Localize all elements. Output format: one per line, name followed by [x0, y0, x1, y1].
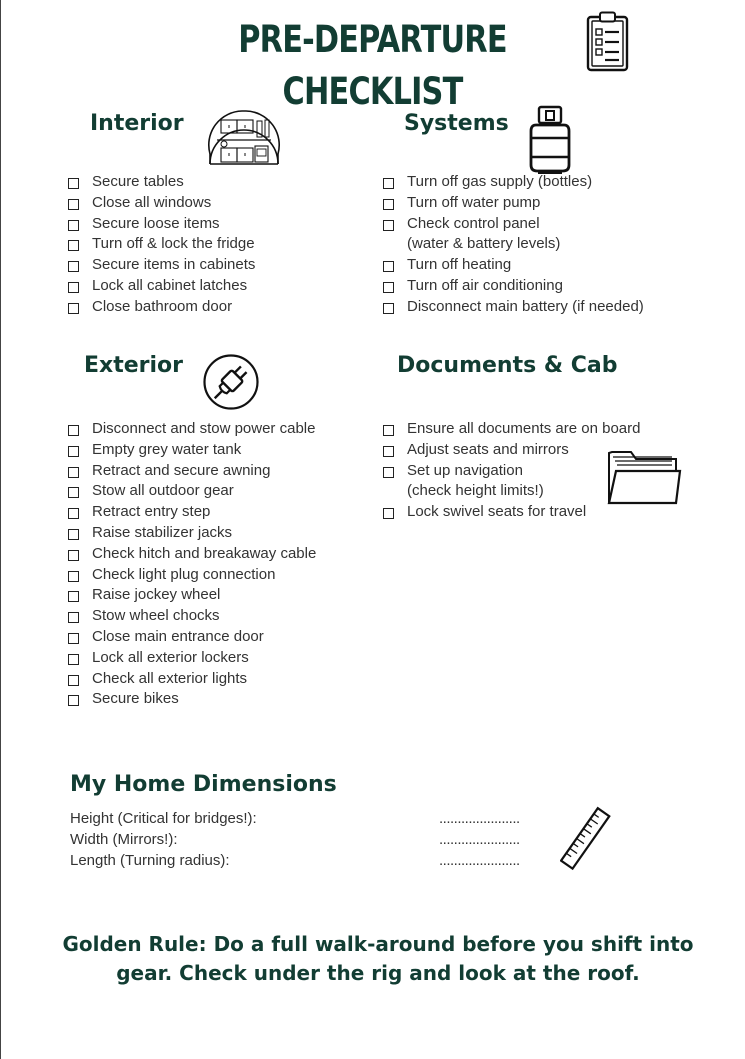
interior-heading: Interior: [90, 111, 184, 136]
kitchen-icon: [207, 108, 281, 168]
dimension-label: Width (Mirrors!):: [70, 831, 178, 848]
checkbox[interactable]: [68, 178, 79, 189]
dimension-value-field[interactable]: ......................: [439, 831, 520, 848]
checklist-item[interactable]: Retract and secure awning: [68, 461, 316, 482]
checklist-item[interactable]: Check hitch and breakaway cable: [68, 544, 316, 565]
checkbox[interactable]: [68, 487, 79, 498]
checkbox[interactable]: [68, 446, 79, 457]
checkbox[interactable]: [68, 467, 79, 478]
checkbox[interactable]: [68, 425, 79, 436]
checkbox[interactable]: [68, 240, 79, 251]
checkbox[interactable]: [68, 571, 79, 582]
ruler-icon: [560, 806, 612, 872]
checkbox[interactable]: [68, 261, 79, 272]
checklist-item[interactable]: Raise stabilizer jacks: [68, 523, 316, 544]
checklist-item[interactable]: Turn off heating: [383, 255, 644, 276]
checkbox[interactable]: [68, 612, 79, 623]
exterior-checklist: [68, 419, 316, 710]
checkbox[interactable]: [68, 199, 79, 210]
checkbox[interactable]: [68, 529, 79, 540]
page-edge-rule: [0, 0, 1, 1059]
checklist-item[interactable]: Disconnect main battery (if needed): [383, 297, 644, 318]
checklist-item[interactable]: Turn off water pump: [383, 193, 644, 214]
systems-heading: Systems: [404, 111, 509, 136]
checklist-item[interactable]: Secure tables: [68, 172, 255, 193]
checklist-item[interactable]: Turn off air conditioning: [383, 276, 644, 297]
checkbox[interactable]: [68, 282, 79, 293]
checkbox[interactable]: [68, 675, 79, 686]
checklist-item[interactable]: Set up navigation (check height limits!): [383, 461, 640, 503]
checklist-item[interactable]: Close main entrance door: [68, 627, 316, 648]
dimension-label: Length (Turning radius):: [70, 852, 230, 869]
checkbox[interactable]: [383, 178, 394, 189]
item-continuation: (water & battery levels): [407, 235, 561, 253]
documents-heading: Documents & Cab: [397, 353, 618, 378]
checklist-item[interactable]: Adjust seats and mirrors: [383, 440, 640, 461]
checkbox[interactable]: [68, 654, 79, 665]
checkbox[interactable]: [383, 199, 394, 210]
checkbox[interactable]: [383, 425, 394, 436]
checkbox[interactable]: [383, 220, 394, 231]
clipboard-checklist-icon: [586, 11, 630, 73]
checkbox[interactable]: [383, 303, 394, 314]
checklist-item[interactable]: Check all exterior lights: [68, 669, 316, 690]
dimension-label: Height (Critical for bridges!):: [70, 810, 257, 827]
folder-icon: [606, 447, 682, 507]
checkbox[interactable]: [68, 591, 79, 602]
checklist-item[interactable]: Raise jockey wheel: [68, 585, 316, 606]
dimensions-heading: My Home Dimensions: [70, 772, 337, 797]
exterior-heading: Exterior: [84, 353, 184, 378]
checkbox[interactable]: [68, 220, 79, 231]
checklist-item[interactable]: Disconnect and stow power cable: [68, 419, 316, 440]
dimension-value-field[interactable]: ......................: [439, 852, 520, 869]
checkbox[interactable]: [68, 695, 79, 706]
checklist-item[interactable]: Empty grey water tank: [68, 440, 316, 461]
checklist-item[interactable]: Lock all cabinet latches: [68, 276, 255, 297]
golden-rule-text: Golden Rule: Do a full walk-around before you shift into gear. Check under the rig and look at the roof.: [62, 932, 694, 985]
systems-checklist: [383, 172, 644, 318]
checkbox[interactable]: [383, 282, 394, 293]
checkbox[interactable]: [383, 261, 394, 272]
power-plug-icon: [202, 353, 260, 411]
checklist-item[interactable]: Lock swivel seats for travel: [383, 502, 640, 523]
checkbox[interactable]: [383, 467, 394, 478]
checklist-item[interactable]: Close bathroom door: [68, 297, 255, 318]
dimension-value-field[interactable]: ......................: [439, 810, 520, 827]
checklist-item[interactable]: Retract entry step: [68, 502, 316, 523]
checklist-item[interactable]: Turn off gas supply (bottles): [383, 172, 644, 193]
checklist-item[interactable]: Secure items in cabinets: [68, 255, 255, 276]
checkbox[interactable]: [68, 550, 79, 561]
checklist-item[interactable]: Lock all exterior lockers: [68, 648, 316, 669]
checklist-item[interactable]: Secure loose items: [68, 214, 255, 235]
interior-checklist: [68, 172, 255, 318]
checkbox[interactable]: [68, 633, 79, 644]
checkbox[interactable]: [68, 303, 79, 314]
page-title: PRE-DEPARTURE CHECKLIST: [238, 18, 507, 113]
checklist-item[interactable]: Check light plug connection: [68, 565, 316, 586]
checklist-item[interactable]: Close all windows: [68, 193, 255, 214]
checkbox[interactable]: [68, 508, 79, 519]
checkbox[interactable]: [383, 446, 394, 457]
checkbox[interactable]: [383, 508, 394, 519]
gas-bottle-icon: [528, 105, 574, 175]
checklist-item[interactable]: Stow all outdoor gear: [68, 481, 316, 502]
documents-checklist: [383, 419, 640, 523]
checklist-item[interactable]: Turn off & lock the fridge: [68, 234, 255, 255]
checklist-item[interactable]: Check control panel (water & battery levels): [383, 214, 644, 256]
item-continuation: (check height limits!): [407, 482, 544, 500]
checklist-item[interactable]: Ensure all documents are on board: [383, 419, 640, 440]
checklist-item[interactable]: Secure bikes: [68, 689, 316, 710]
checklist-item[interactable]: Stow wheel chocks: [68, 606, 316, 627]
